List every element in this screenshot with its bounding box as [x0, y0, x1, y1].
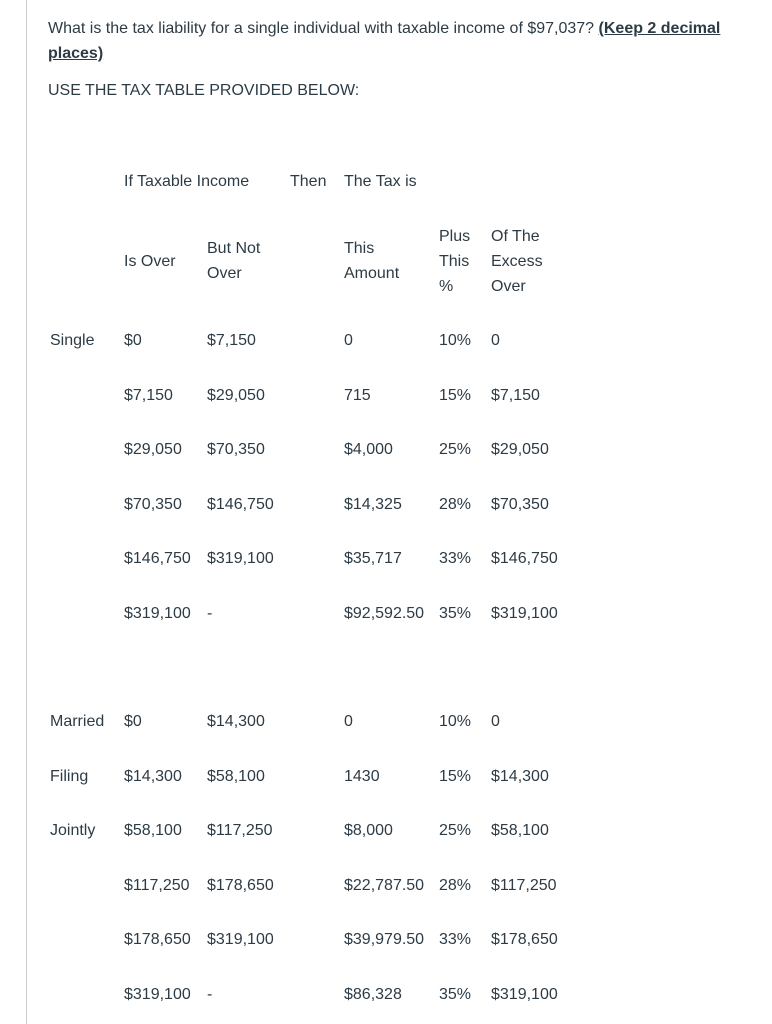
cell-plus-pct: 25%	[439, 441, 472, 459]
question-body: What is the tax liability for a single individual with taxable income of $97,037?	[48, 20, 599, 37]
cell-is-over: $0	[124, 332, 142, 349]
header-but-not-line1: But Not	[207, 240, 261, 257]
header-the-tax-is: The Tax is	[344, 173, 417, 190]
cell-excess-over: $58,100	[491, 822, 549, 840]
header-excess-line1: Of The	[491, 228, 540, 245]
cell-is-over: $117,250	[124, 876, 190, 894]
header-excess-line3: Over	[491, 278, 526, 295]
cell-this-amount: $8,000	[344, 822, 393, 840]
cell-plus-pct: 28%	[439, 495, 472, 513]
cell-is-over: $146,750	[124, 550, 191, 568]
content-left-border	[26, 0, 27, 1024]
cell-this-amount: 0	[344, 332, 353, 349]
cell-plus-pct: 35%	[439, 986, 472, 1003]
cell-but-not-over: $117,250	[207, 822, 273, 840]
cell-plus-pct: 33%	[439, 931, 472, 949]
cell-but-not-over: -	[207, 986, 213, 1003]
cell-is-over: $319,100	[124, 986, 191, 1003]
cell-plus-pct: 35%	[439, 605, 472, 622]
header-this-amount-line1: This	[344, 240, 375, 257]
row-label: Married	[50, 713, 105, 730]
cell-this-amount: $92,592.50	[344, 605, 425, 622]
cell-excess-over: $117,250	[491, 876, 557, 894]
header-plus-pct-line2: This	[439, 253, 470, 270]
cell-is-over: $319,100	[124, 605, 191, 622]
cell-this-amount: $35,717	[344, 550, 402, 568]
cell-is-over: $0	[124, 713, 142, 730]
cell-but-not-over: $29,050	[207, 386, 265, 404]
instruction-text: USE THE TAX TABLE PROVIDED BELOW:	[48, 82, 360, 99]
cell-but-not-over: $58,100	[207, 767, 265, 785]
cell-plus-pct: 10%	[439, 332, 472, 349]
cell-but-not-over: $319,100	[207, 550, 274, 568]
cell-plus-pct: 28%	[439, 876, 472, 894]
cell-plus-pct: 33%	[439, 550, 472, 568]
cell-is-over: $14,300	[124, 767, 182, 785]
cell-but-not-over: $70,350	[207, 441, 265, 459]
cell-plus-pct: 15%	[439, 386, 472, 404]
cell-this-amount: 1430	[344, 767, 380, 785]
cell-this-amount: 715	[344, 386, 371, 404]
cell-excess-over: $146,750	[491, 550, 558, 568]
cell-plus-pct: 15%	[439, 767, 472, 785]
header-plus-pct-line1: Plus	[439, 228, 471, 245]
cell-excess-over: $29,050	[491, 441, 549, 459]
header-but-not-line2: Over	[207, 265, 242, 282]
cell-excess-over: $70,350	[491, 495, 549, 513]
cell-plus-pct: 25%	[439, 822, 472, 840]
cell-is-over: $58,100	[124, 822, 182, 840]
header-excess-line2: Excess	[491, 253, 543, 270]
cell-excess-over: 0	[491, 713, 500, 730]
cell-excess-over: $319,100	[491, 986, 558, 1003]
cell-but-not-over: -	[207, 605, 213, 622]
cell-but-not-over: $319,100	[207, 931, 274, 949]
cell-excess-over: $7,150	[491, 386, 540, 404]
cell-this-amount: $22,787.50	[344, 876, 425, 894]
cell-but-not-over: $178,650	[207, 876, 274, 894]
cell-excess-over: $178,650	[491, 931, 558, 949]
cell-this-amount: $14,325	[344, 495, 402, 513]
header-plus-pct-line3: %	[439, 278, 454, 295]
cell-excess-over: $14,300	[491, 767, 549, 785]
cell-this-amount: 0	[344, 713, 353, 730]
cell-is-over: $178,650	[124, 931, 191, 949]
cell-is-over: $29,050	[124, 441, 182, 459]
row-label: Jointly	[50, 822, 96, 840]
cell-but-not-over: $14,300	[207, 713, 265, 730]
cell-plus-pct: 10%	[439, 713, 472, 730]
cell-is-over: $7,150	[124, 386, 173, 404]
header-is-over: Is Over	[124, 253, 176, 270]
cell-is-over: $70,350	[124, 495, 182, 513]
question-text	[48, 16, 758, 66]
cell-this-amount: $86,328	[344, 986, 402, 1003]
row-label: Single	[50, 332, 95, 349]
cell-excess-over: 0	[491, 332, 500, 349]
header-then: Then	[290, 173, 327, 190]
cell-this-amount: $39,979.50	[344, 931, 425, 949]
header-this-amount-line2: Amount	[344, 265, 400, 282]
row-label: Filing	[50, 767, 89, 785]
cell-this-amount: $4,000	[344, 441, 393, 459]
cell-excess-over: $319,100	[491, 605, 558, 622]
cell-but-not-over: $146,750	[207, 495, 274, 513]
question-emphasis: (Keep 2 decimal places)	[48, 20, 721, 62]
cell-but-not-over: $7,150	[207, 332, 256, 349]
header-if-taxable-income: If Taxable Income	[124, 173, 250, 190]
